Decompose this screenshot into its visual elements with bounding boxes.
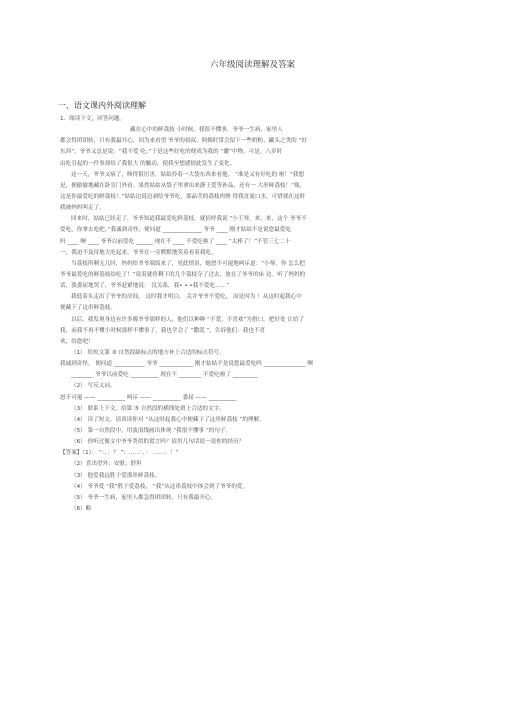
text-line: （3） 联系上下文，给第 ⑤ 自然段的横线处填上合适的文字。 — [71, 405, 225, 412]
text-line: （4） 爷爷爱 “我”胜于爱荔枝， “我”从这串荔枝中体会到了爷爷的爱。 — [71, 483, 249, 490]
text-line: 这是你最爱吃的鲜荔枝！”姑姑边说边剥给爷爷吃，那晶莹的荔枝肉馋 得我直流口水，可惜就在这时 — [60, 193, 306, 200]
text-line: 爷爷最爱吃的鲜荔枝给吃了！”说着就将剩下的几个荔枝夺了过去，放在了爷爷的床 边。听了妈妈的 — [60, 271, 306, 278]
text-line: 1．阅读下文，回答问题。 — [60, 116, 126, 122]
text-line: （5） 爷爷一生病，家里人都急得团团转，只有我最开心。 — [71, 494, 217, 501]
text-line: 怒不可遏 —— __________ 呵斥 —— __________ 委屈 —— __________ — [60, 394, 237, 401]
text-line: 爱吃，你拿去吃吧。”我诚到奇怪，便问道 ______________ 爷爷 ____ 刚才姑姑不是说您最爱吃 — [60, 227, 291, 234]
text-line: 我被妈妈叫走了。 — [60, 205, 105, 212]
text-line: 当荔枝所剩无几时，妈妈给爷爷端饭来了，见此情景，她怒不可遏地呵斥道：“小琴，你 怎么把 — [71, 260, 306, 267]
text-line: （6） 你听过像文中爷爷类似的谎言吗？请用几句话说一说你的经历？ — [71, 439, 245, 446]
text-line: （2） 写反义词。 — [71, 383, 116, 390]
text-line: 回来时，姑姑已经走了，爷爷知道我最爱吃鲜荔枝，就招呼我说 “小王琴，来，来，这个 爷爷不 — [71, 216, 307, 223]
text-line: （6）略 — [71, 505, 92, 512]
text-line: （2）喜出望外；安慰；舒坦 — [71, 461, 142, 468]
text-line: ________ 爷爷以前爱吃 __________ 现在不 ________ 不爱吃啦了 _________ — [71, 372, 258, 379]
text-line: 一，我迫不及待地大吃起来，爷爷在一旁默默地笑着看着我吃。 — [60, 249, 217, 256]
text-line: （4） 读了短文，请谈谈你对 “从这时起我心中便藏下了这串鲜荔枝 ”的理解。 — [71, 416, 265, 423]
text-line: 以后，我发现身边有许多像爷爷那样的人，他们以种种 “不爱、不喜欢”为借口，把好处 让给了 — [71, 316, 305, 323]
text-line: （5） 第一自然段中，用波浪线画出体现 “我很不懂事 ”的句子。 — [71, 427, 232, 434]
text-line: 欢，给您吧！ — [60, 338, 94, 345]
text-line: 我，而我不再不懂小时候那样不懂事了，我也学会了 “撒谎 ”，告诉他们：我也不喜 — [60, 327, 266, 334]
text-line: 藏在心中的鲜荔枝 小时候，我很不懂事，爷爷一生病，家里人 — [130, 127, 283, 134]
section-heading: 一、语文课内外阅读理解 — [58, 101, 146, 110]
document-body — [60, 114, 445, 515]
text-line: 便藏下了这串鲜荔枝。 — [60, 305, 116, 312]
document-title: 六年级阅读理解及答案 — [209, 60, 295, 70]
text-line: 话，我委屈地哭了，爷爷赶紧地说： 没关系，我• • •我不爱吃……” — [60, 283, 230, 290]
text-line: 都会得团团转，只有我最开心，因为来看望 爷爷的叔叔、阿姨时常会留下一些奶粉、罐头之类的 “好 — [60, 138, 307, 145]
text-line: 我诚到奇怪， 便问道 ___________ 爷爷 ____________ 刚才姑姑不是说您最爱吃吗 _______________ 噢 — [60, 361, 313, 368]
text-line: 由吃引起的一件事却给了我很大 的触动，使我至想感情此发生了变化。 — [60, 160, 236, 167]
text-line: 是，便偷偷地藏在卧室门外看。果然姑姑从袋子里拿出来静王爱等补品，还有一 大串鲜荔枝！“瓶， — [60, 182, 306, 189]
text-line: 我低着头走出了爷爷的房间， 这时我才明白， 关并爷爷不爱吃， 而是因为 ！从这时起我心中 — [71, 294, 302, 301]
text-line: 东西”，爷爷又总是说：“我不爱 吃。”于是这些好吃的便成为我的 “囊”中物。可是，八岁时 — [60, 149, 283, 156]
text-line: （3） 他爱我远胜于爱那串鲜荔枝。 — [71, 472, 161, 479]
text-line: 【答案】（1）： “：，：？ ”：……：，： ……：！” — [60, 450, 179, 457]
text-line: 吗 ____ 噢 ____ 爷爷以前爱吃 ______ 现在不 ____ 不爱吃啦了 ____ “太棒了！”不管三七二十 — [60, 238, 291, 245]
text-line: 这一天，爷爷又病了，咳得很厉害，姑姑拎着一大袋东西来看他。 “准是又有好吃的 啦！”我想 — [71, 171, 305, 178]
text-line: （1） 给短文第 ③ 自然段缺标点的地方补上合适的标点符号。 — [71, 349, 225, 356]
